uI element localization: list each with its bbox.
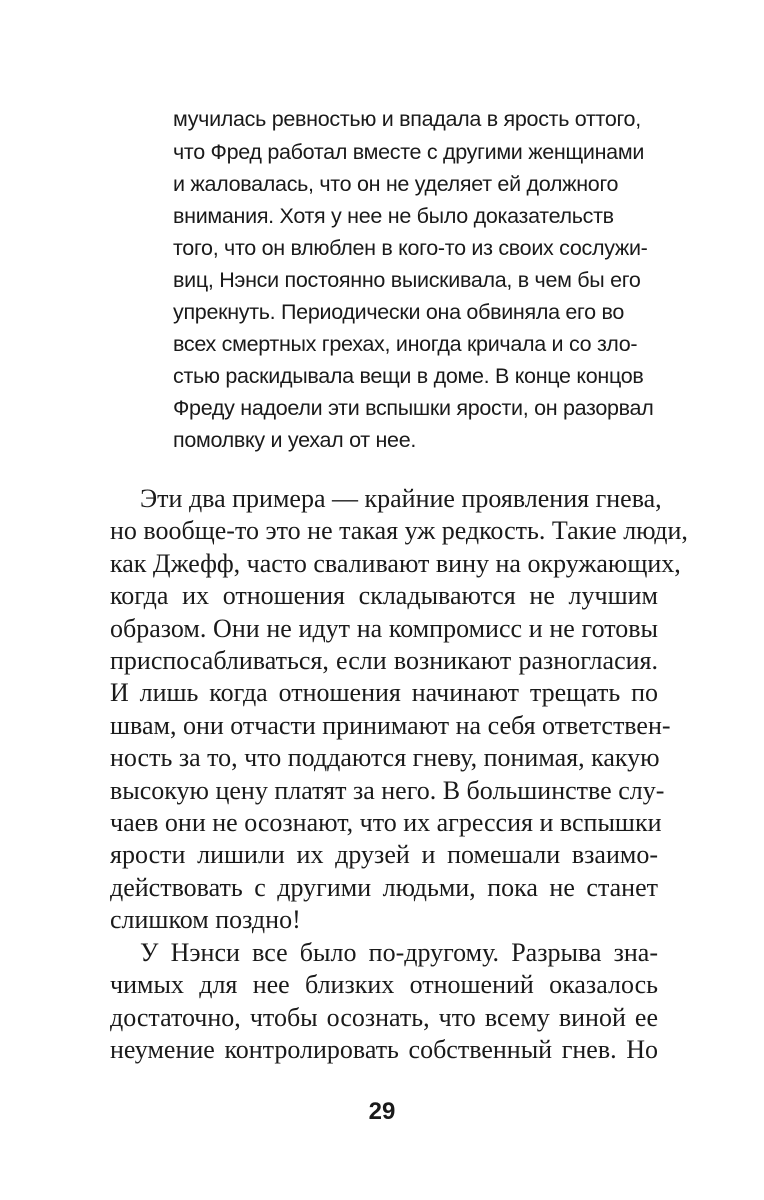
paragraph-line: когда их отношения складываются не лучшим bbox=[110, 581, 658, 610]
paragraph-line: слишком поздно! bbox=[110, 905, 301, 934]
paragraph-line: но вообще-то это не такая уж редкость. Такие люди, bbox=[110, 516, 688, 545]
excerpt-line: того, что он влюблен в кого-то из своих сослужи- bbox=[173, 236, 648, 260]
page-number: 29 bbox=[368, 1098, 396, 1125]
paragraph-line: образом. Они не идут на компромисс и не готовы bbox=[110, 614, 658, 643]
paragraph-line: ярости лишили их друзей и помешали взаимо- bbox=[110, 840, 658, 869]
paragraph-line: швам, они отчасти принимают на себя ответствен- bbox=[110, 711, 671, 740]
paragraph-line: У Нэнси все было по-другому. Разрыва зна- bbox=[140, 938, 658, 967]
paragraph-line: ность за то, что поддаются гневу, понимая, какую bbox=[110, 743, 660, 772]
paragraph-line: чаев они не осознают, что их агрессия и вспышки bbox=[110, 808, 662, 837]
paragraph-line: чимых для нее близких отношений оказалось bbox=[110, 970, 658, 999]
paragraph-line: И лишь когда отношения начинают трещать по bbox=[110, 678, 658, 707]
paragraph-line: высокую цену платят за него. В большинстве слу- bbox=[110, 776, 665, 805]
excerpt-line: что Фред работал вместе с другими женщинами bbox=[173, 140, 645, 164]
paragraph-line: действовать с другими людьми, пока не станет bbox=[110, 873, 658, 902]
paragraph-line: достаточно, чтобы осознать, что всему виной ее bbox=[110, 1003, 658, 1032]
excerpt-line: всех смертных грехах, иногда кричала и со зло- bbox=[173, 332, 638, 356]
excerpt-line: внимания. Хотя у нее не было доказательств bbox=[173, 204, 614, 228]
paragraph-line: как Джефф, часто сваливают вину на окружающих, bbox=[110, 549, 681, 578]
paragraph-line: Эти два примера — крайние проявления гнева, bbox=[140, 484, 662, 513]
excerpt-line: и жаловалась, что он не уделяет ей должного bbox=[173, 172, 619, 196]
paragraph-line: приспосабливаться, если возникают разногласия. bbox=[110, 646, 658, 675]
paragraph-line: неумение контролировать собственный гнев. Но bbox=[110, 1035, 658, 1064]
excerpt-line: упрекнуть. Периодически она обвиняла его во bbox=[173, 300, 624, 324]
excerpt-line: помолвку и уехал от нее. bbox=[173, 428, 417, 452]
excerpt-line: стью раскидывала вещи в доме. В конце концов bbox=[173, 364, 644, 388]
excerpt-line: виц, Нэнси постоянно выискивала, в чем бы его bbox=[173, 268, 641, 292]
excerpt-line: мучилась ревностью и впадала в ярость оттого, bbox=[173, 107, 641, 131]
excerpt-line: Фреду надоели эти вспышки ярости, он разорвал bbox=[173, 396, 654, 420]
